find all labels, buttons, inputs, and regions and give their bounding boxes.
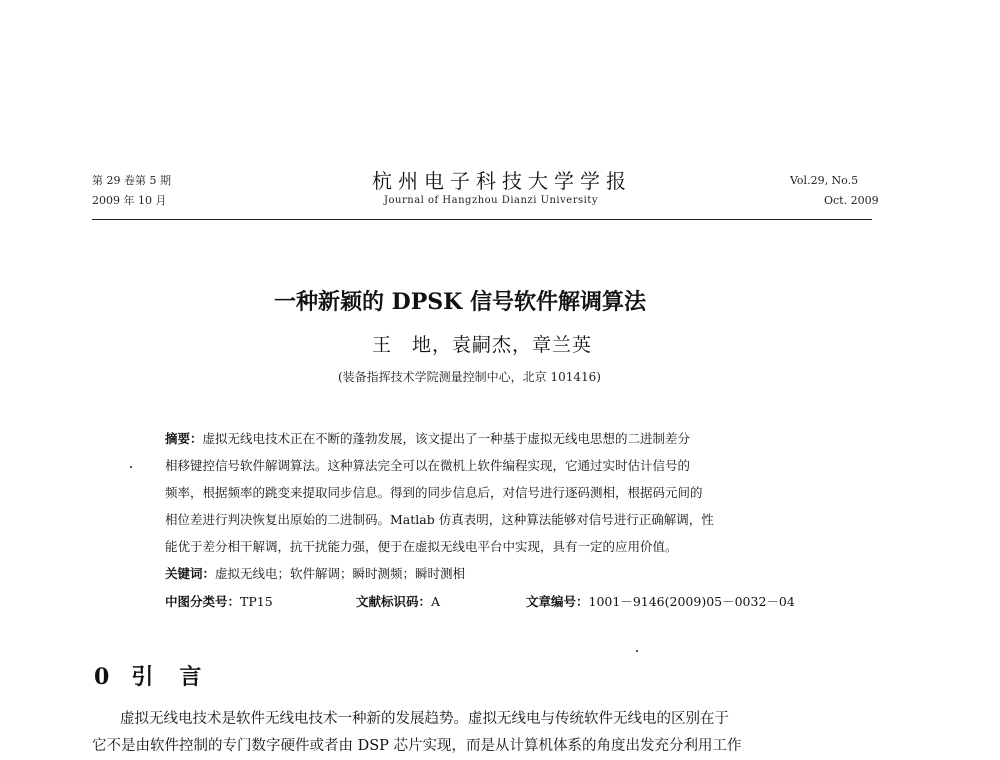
paper-authors: 王 地，袁嗣杰，章兰英: [372, 334, 593, 356]
keywords-label: 关键词：: [165, 566, 216, 581]
document-code: [356, 592, 440, 610]
header-rule: [92, 219, 872, 220]
journal-name-cn: 杭州电子科技大学学报: [372, 169, 632, 193]
clc-number: [165, 592, 273, 610]
doc-code-value: A: [431, 594, 441, 609]
article-number-value: 1001－9146(2009)05－0032－04: [588, 594, 795, 609]
scan-speck: [636, 650, 638, 652]
paper-title: 一种新颖的 DPSK 信号软件解调算法: [274, 289, 646, 315]
abstract-line-1: [165, 429, 690, 447]
scan-speck: [130, 466, 132, 468]
abstract-label: 摘要：: [165, 431, 203, 446]
section-title: 引 言: [131, 664, 204, 690]
intro-paragraph-line-1: 虚拟无线电技术是软件无线电技术一种新的发展趋势。虚拟无线电与传统软件无线电的区别在于: [120, 711, 729, 727]
clc-label: 中图分类号：: [165, 594, 241, 609]
article-number-label: 文章编号：: [526, 594, 589, 609]
abstract-line-3: 频率，根据频率的跳变来提取同步信息。得到的同步信息后，对信号进行逐码测相，根据码元间的: [165, 485, 703, 500]
keywords-line: [165, 564, 465, 582]
abstract-line-4: 相位差进行判决恢复出原始的二进制码。Matlab 仿真表明，这种算法能够对信号进行正确解调，性: [165, 512, 714, 527]
abstract-text-1: 虚拟无线电技术正在不断的蓬勃发展，该文提出了一种基于虚拟无线电思想的二进制差分: [202, 431, 691, 446]
clc-value: TP15: [240, 594, 273, 609]
volume-issue-cn: 第 29 卷第 5 期: [92, 174, 171, 187]
article-number: [526, 592, 795, 610]
abstract-line-2: 相移键控信号软件解调算法。这种算法完全可以在微机上软件编程实现，它通过实时估计信号的: [165, 458, 691, 473]
doc-code-label: 文献标识码：: [356, 594, 432, 609]
section-heading: [94, 660, 203, 691]
date-en: Oct. 2009: [824, 194, 879, 207]
paper-affiliation: (装备指挥技术学院测量控制中心，北京 101416): [338, 370, 601, 384]
section-number: 0: [94, 664, 112, 690]
date-cn: 2009 年 10 月: [92, 194, 167, 207]
journal-name-en: Journal of Hangzhou Dianzi University: [384, 195, 598, 206]
intro-paragraph-line-2: 它不是由软件控制的专门数字硬件或者由 DSP 芯片实现，而是从计算机体系的角度出发充分利用工作: [92, 738, 742, 754]
volume-issue-en: Vol.29, No.5: [790, 174, 859, 187]
keywords-text: 虚拟无线电；软件解调；瞬时测频；瞬时测相: [215, 566, 466, 581]
abstract-line-5: 能优于差分相干解调，抗干扰能力强，便于在虚拟无线电平台中实现，具有一定的应用价值。: [165, 539, 678, 554]
